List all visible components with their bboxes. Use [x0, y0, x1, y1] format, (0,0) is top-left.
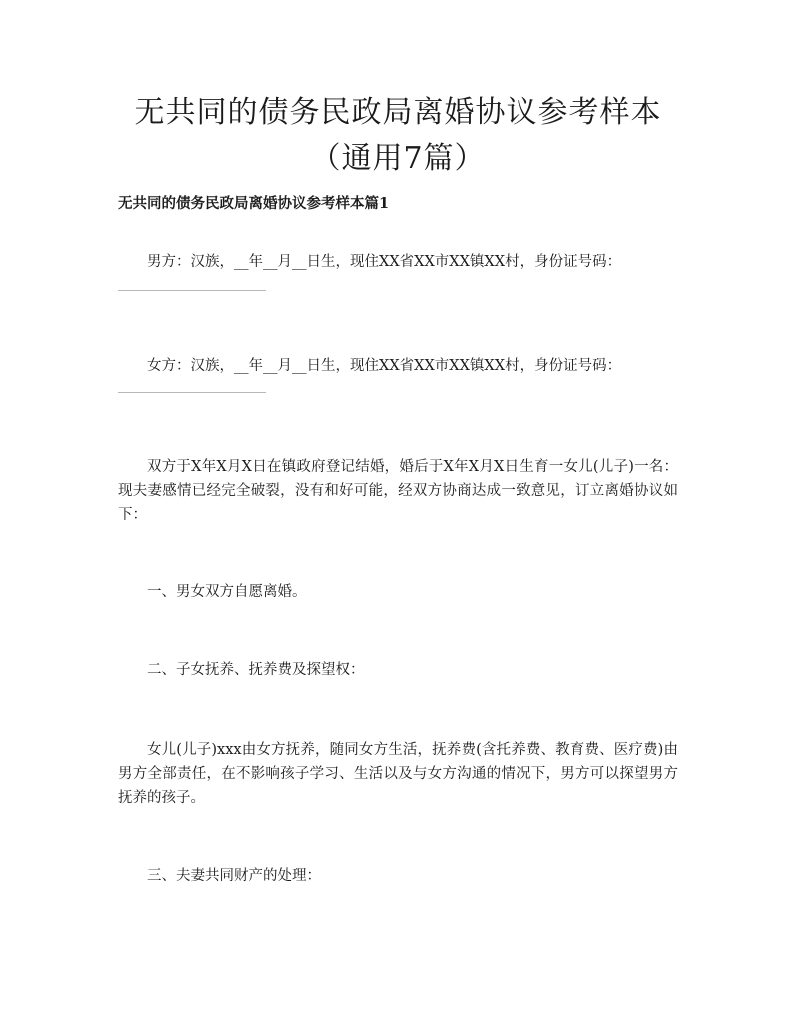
paragraph-male-party: 男方：汉族，__年__月__日生，现住XX省XX市XX镇XX村，身份证号码：	[147, 254, 622, 270]
document-title: 无共同的债务民政局离婚协议参考样本（通用7篇）	[134, 95, 662, 176]
male-id-number-blank	[118, 290, 266, 291]
paragraph-marriage-background: 双方于X年X月X日在镇政府登记结婚，婚后于X年X月X日生育一女儿(儿子)一名：现夫妻感情已经完全破裂，没有和好可能，经双方协商达成一致意见，订立离婚协议如下：	[118, 459, 678, 523]
section-heading: 无共同的债务民政局离婚协议参考样本篇1	[118, 195, 390, 212]
paragraph-child-custody: 女儿(儿子)xxx由女方抚养，随同女方生活，抚养费(含托养费、教育费、医疗费)由男方全部责任，在不影响孩子学习、生活以及与女方沟通的情况下，男方可以探望男方抚养的孩子。	[118, 742, 678, 806]
paragraph-clause-2: 二、子女抚养、抚养费及探望权：	[147, 662, 365, 678]
paragraph-female-party: 女方：汉族，__年__月__日生，现住XX省XX市XX镇XX村，身份证号码：	[147, 358, 622, 374]
paragraph-clause-1: 一、男女双方自愿离婚。	[147, 584, 307, 600]
female-id-number-blank	[118, 392, 266, 393]
paragraph-clause-3: 三、夫妻共同财产的处理：	[147, 868, 321, 884]
